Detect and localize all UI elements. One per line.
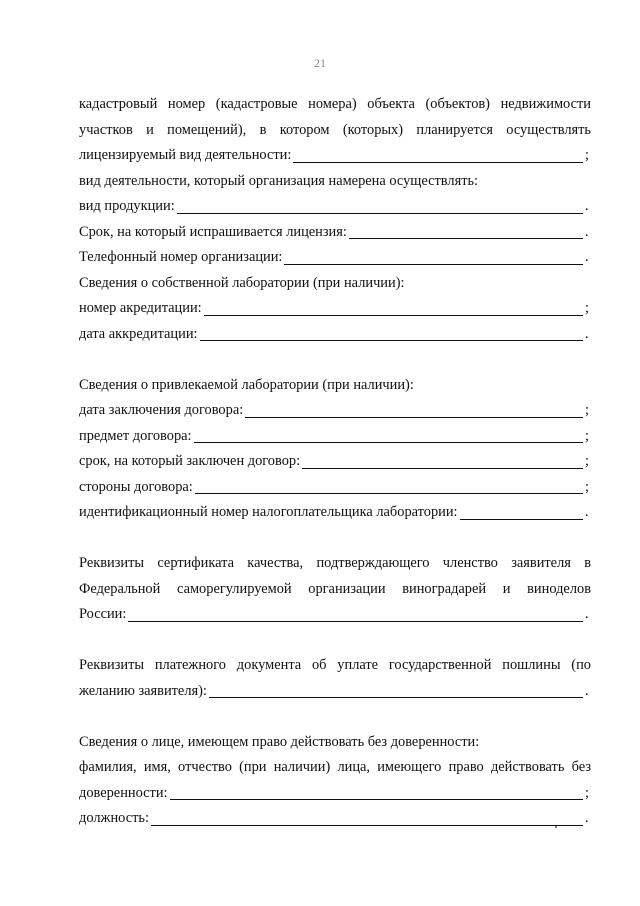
licensed-activity-label: лицензируемый вид деятельности: xyxy=(79,147,292,163)
contract-subject-row xyxy=(79,424,591,450)
certificate-field[interactable] xyxy=(128,620,583,622)
contract-subject-label: предмет договора: xyxy=(79,427,192,444)
product-type-field[interactable] xyxy=(177,212,583,214)
cadastral-text-line-2: участков и помещений), в котором (которых) планируется осуществлять xyxy=(79,121,591,138)
certificate-label: России: xyxy=(79,606,127,622)
punctuation: . xyxy=(585,325,589,342)
punctuation: ; xyxy=(585,300,589,316)
product-type-label: вид продукции: xyxy=(79,198,175,214)
license-term-label: Срок, на который испрашивается лицензия: xyxy=(79,223,347,240)
payment-text-line-1: Реквизиты платежного документа об уплате государственной пошлины (по xyxy=(79,657,591,673)
own-lab-heading-row xyxy=(79,271,591,297)
spacer xyxy=(79,526,591,552)
hired-lab-heading: Сведения о привлекаемой лаборатории (при наличии): xyxy=(79,376,414,393)
contract-term-label: срок, на который заключен договор: xyxy=(79,453,301,469)
punctuation: . xyxy=(585,249,589,265)
contract-parties-field[interactable] xyxy=(195,492,583,494)
authorized-name-text: фамилия, имя, отчество (при наличии) лица, имеющего право действовать без xyxy=(79,759,591,775)
lab-inn-label: идентификационный номер налогоплательщика лаборатории: xyxy=(79,504,458,520)
contract-date-field[interactable] xyxy=(245,416,583,418)
own-lab-heading: Сведения о собственной лаборатории (при наличии): xyxy=(79,274,405,291)
authorized-name-field[interactable] xyxy=(170,798,583,800)
contract-term-row xyxy=(79,449,591,475)
page-number: 21 xyxy=(314,56,326,70)
position-row xyxy=(79,806,591,832)
payment-row xyxy=(79,679,591,705)
accreditation-number-row xyxy=(79,296,591,322)
punctuation: . xyxy=(585,606,589,622)
activity-intent-row xyxy=(79,169,591,195)
authorized-heading: Сведения о лице, имеющем право действовать без доверенности: xyxy=(79,733,480,750)
spacer xyxy=(79,704,591,730)
contract-subject-field[interactable] xyxy=(194,441,583,443)
punctuation: . xyxy=(585,810,589,826)
license-term-field[interactable] xyxy=(349,237,583,239)
punctuation: ; xyxy=(585,147,589,163)
accreditation-date-row xyxy=(79,322,591,348)
accreditation-number-label: номер акредитации: xyxy=(79,300,202,316)
licensed-activity-row xyxy=(79,143,591,169)
punctuation: ; xyxy=(585,478,589,495)
phone-field[interactable] xyxy=(284,263,583,265)
contract-date-label: дата заключения договора: xyxy=(79,402,244,418)
payment-label: желанию заявителя): xyxy=(79,682,207,699)
activity-intent-label: вид деятельности, который организация намерена осуществлять: xyxy=(79,172,479,189)
contract-parties-label: стороны договора: xyxy=(79,478,193,495)
hired-lab-heading-row xyxy=(79,373,591,399)
spacer xyxy=(79,628,591,654)
product-type-row xyxy=(79,194,591,220)
certificate-text-line-1: Реквизиты сертификата качества, подтверждающего членство заявителя в xyxy=(79,555,591,571)
punctuation: ; xyxy=(585,784,589,801)
lab-inn-row xyxy=(79,500,591,526)
application-form xyxy=(79,92,591,832)
certificate-text-line-2: Федеральной саморегулируемой организации виноградарей и виноделов xyxy=(79,580,591,597)
authorized-name-label: доверенности: xyxy=(79,784,168,801)
certificate-row xyxy=(79,602,591,628)
punctuation: . xyxy=(585,504,589,520)
authorized-name-row xyxy=(79,781,591,807)
contract-date-row xyxy=(79,398,591,424)
spacer xyxy=(79,347,591,373)
punctuation: . xyxy=(585,223,589,240)
phone-row xyxy=(79,245,591,271)
payment-field[interactable] xyxy=(209,696,583,698)
punctuation: ; xyxy=(585,427,589,444)
accreditation-date-label: дата аккредитации: xyxy=(79,325,198,342)
licensed-activity-field[interactable] xyxy=(293,161,583,163)
cadastral-text-line-1: кадастровый номер (кадастровые номера) объекта (объектов) недвижимости xyxy=(79,96,591,112)
contract-parties-row xyxy=(79,475,591,501)
authorized-heading-row xyxy=(79,730,591,756)
contract-term-field[interactable] xyxy=(302,467,583,469)
punctuation: . xyxy=(585,198,589,214)
lab-inn-field[interactable] xyxy=(460,518,583,520)
phone-label: Телефонный номер организации: xyxy=(79,249,283,265)
punctuation: ; xyxy=(585,453,589,469)
scan-speck xyxy=(555,826,557,828)
license-term-row xyxy=(79,220,591,246)
punctuation: . xyxy=(585,682,589,699)
position-label: должность: xyxy=(79,810,149,826)
accreditation-number-field[interactable] xyxy=(204,314,583,316)
punctuation: ; xyxy=(585,402,589,418)
accreditation-date-field[interactable] xyxy=(200,339,583,341)
position-field[interactable] xyxy=(151,824,583,826)
